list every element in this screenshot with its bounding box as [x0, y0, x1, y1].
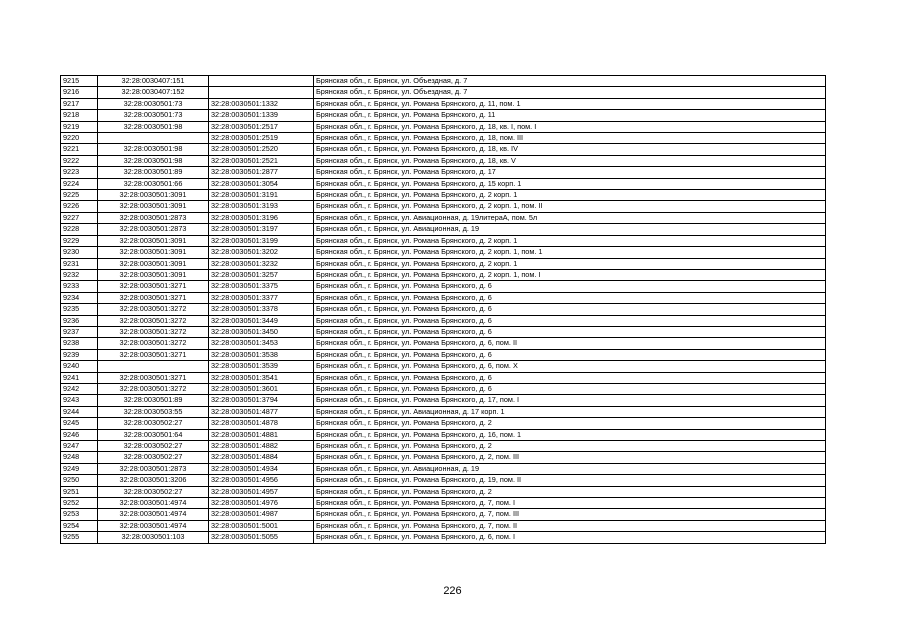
cadastral-number-cell: 32:28:0030501:3091	[98, 235, 209, 246]
row-number-cell: 9247	[61, 441, 98, 452]
address-cell: Брянская обл., г. Брянск, ул. Романа Брянского, д. 2 корп. 1, пом. II	[314, 201, 826, 212]
cadastral-number-cell: 32:28:0030501:98	[98, 144, 209, 155]
address-cell: Брянская обл., г. Брянск, ул. Романа Брянского, д. 7, пом. I	[314, 498, 826, 509]
cadastral-number-cell: 32:28:0030501:2873	[98, 224, 209, 235]
address-cell: Брянская обл., г. Брянск, ул. Романа Брянского, д. 17	[314, 167, 826, 178]
cadastral-number-cell: 32:28:0030501:73	[98, 98, 209, 109]
row-number-cell: 9220	[61, 133, 98, 144]
row-number-cell: 9246	[61, 429, 98, 440]
cadastral-number-cell: 32:28:0030501:98	[98, 121, 209, 132]
cadastral-number-cell: 32:28:0030501:2873	[98, 463, 209, 474]
address-cell: Брянская обл., г. Брянск, ул. Романа Брянского, д. 6	[314, 292, 826, 303]
address-cell: Брянская обл., г. Брянск, ул. Романа Брянского, д. 19, пом. II	[314, 475, 826, 486]
table-row	[61, 155, 826, 166]
row-number-cell: 9222	[61, 155, 98, 166]
row-number-cell: 9223	[61, 167, 98, 178]
row-number-cell: 9237	[61, 326, 98, 337]
address-cell: Брянская обл., г. Брянск, ул. Романа Брянского, д. 6, пом. X	[314, 361, 826, 372]
row-number-cell: 9221	[61, 144, 98, 155]
address-cell: Брянская обл., г. Брянск, ул. Авиационная, д. 19	[314, 224, 826, 235]
table-row	[61, 121, 826, 132]
address-cell: Брянская обл., г. Брянск, ул. Романа Брянского, д. 17, пом. I	[314, 395, 826, 406]
cadastral-number-cell: 32:28:0030501:3091	[98, 201, 209, 212]
object-cadastral-number-cell: 32:28:0030501:5001	[209, 520, 314, 531]
row-number-cell: 9233	[61, 281, 98, 292]
cadastral-number-cell: 32:28:0030502:27	[98, 486, 209, 497]
object-cadastral-number-cell: 32:28:0030501:3378	[209, 304, 314, 315]
table-row	[61, 235, 826, 246]
address-cell: Брянская обл., г. Брянск, ул. Авиационная, д. 19литераА, пом. 5л	[314, 212, 826, 223]
row-number-cell: 9228	[61, 224, 98, 235]
address-cell: Брянская обл., г. Брянск, ул. Романа Брянского, д. 6	[314, 281, 826, 292]
table-row	[61, 406, 826, 417]
row-number-cell: 9251	[61, 486, 98, 497]
object-cadastral-number-cell: 32:28:0030501:3794	[209, 395, 314, 406]
row-number-cell: 9215	[61, 76, 98, 87]
table-row	[61, 315, 826, 326]
row-number-cell: 9227	[61, 212, 98, 223]
row-number-cell: 9249	[61, 463, 98, 474]
row-number-cell: 9234	[61, 292, 98, 303]
cadastral-number-cell: 32:28:0030501:73	[98, 110, 209, 121]
table-row	[61, 452, 826, 463]
registry-table-body	[61, 76, 826, 544]
object-cadastral-number-cell: 32:28:0030501:5055	[209, 532, 314, 543]
table-row	[61, 441, 826, 452]
object-cadastral-number-cell: 32:28:0030501:2517	[209, 121, 314, 132]
cadastral-number-cell	[98, 361, 209, 372]
table-row	[61, 292, 826, 303]
address-cell: Брянская обл., г. Брянск, ул. Романа Брянского, д. 6	[314, 326, 826, 337]
cadastral-number-cell: 32:28:0030501:3271	[98, 349, 209, 360]
cadastral-number-cell	[98, 133, 209, 144]
object-cadastral-number-cell: 32:28:0030501:3199	[209, 235, 314, 246]
table-row	[61, 110, 826, 121]
row-number-cell: 9231	[61, 258, 98, 269]
cadastral-number-cell: 32:28:0030501:4974	[98, 498, 209, 509]
object-cadastral-number-cell: 32:28:0030501:2520	[209, 144, 314, 155]
table-row	[61, 372, 826, 383]
address-cell: Брянская обл., г. Брянск, ул. Романа Брянского, д. 18, кв. I, пом. I	[314, 121, 826, 132]
table-row	[61, 326, 826, 337]
object-cadastral-number-cell: 32:28:0030501:1332	[209, 98, 314, 109]
cadastral-number-cell: 32:28:0030501:3091	[98, 190, 209, 201]
address-cell: Брянская обл., г. Брянск, ул. Романа Брянского, д. 18, кв. IV	[314, 144, 826, 155]
address-cell: Брянская обл., г. Брянск, ул. Романа Брянского, д. 18, кв. V	[314, 155, 826, 166]
table-row	[61, 201, 826, 212]
address-cell: Брянская обл., г. Брянск, ул. Романа Брянского, д. 2 корп. 1	[314, 258, 826, 269]
object-cadastral-number-cell: 32:28:0030501:3449	[209, 315, 314, 326]
cadastral-number-cell: 32:28:0030501:4974	[98, 509, 209, 520]
row-number-cell: 9230	[61, 247, 98, 258]
address-cell: Брянская обл., г. Брянск, ул. Романа Брянского, д. 11, пом. 1	[314, 98, 826, 109]
object-cadastral-number-cell: 32:28:0030501:3054	[209, 178, 314, 189]
table-row	[61, 486, 826, 497]
address-cell: Брянская обл., г. Брянск, ул. Романа Брянского, д. 6, пом. I	[314, 532, 826, 543]
row-number-cell: 9253	[61, 509, 98, 520]
row-number-cell: 9242	[61, 383, 98, 394]
object-cadastral-number-cell: 32:28:0030501:4957	[209, 486, 314, 497]
row-number-cell: 9235	[61, 304, 98, 315]
address-cell: Брянская обл., г. Брянск, ул. Романа Брянского, д. 2	[314, 486, 826, 497]
table-row	[61, 304, 826, 315]
object-cadastral-number-cell: 32:28:0030501:4881	[209, 429, 314, 440]
address-cell: Брянская обл., г. Брянск, ул. Романа Брянского, д. 6, пом. II	[314, 338, 826, 349]
cadastral-number-cell: 32:28:0030501:3272	[98, 383, 209, 394]
table-row	[61, 475, 826, 486]
object-cadastral-number-cell: 32:28:0030501:3601	[209, 383, 314, 394]
table-row	[61, 98, 826, 109]
object-cadastral-number-cell: 32:28:0030501:3377	[209, 292, 314, 303]
table-row	[61, 76, 826, 87]
address-cell: Брянская обл., г. Брянск, ул. Романа Брянского, д. 2	[314, 441, 826, 452]
table-row	[61, 133, 826, 144]
table-row	[61, 258, 826, 269]
row-number-cell: 9219	[61, 121, 98, 132]
address-cell: Брянская обл., г. Брянск, ул. Объездная, д. 7	[314, 87, 826, 98]
table-row	[61, 281, 826, 292]
address-cell: Брянская обл., г. Брянск, ул. Романа Брянского, д. 6	[314, 304, 826, 315]
object-cadastral-number-cell: 32:28:0030501:3541	[209, 372, 314, 383]
object-cadastral-number-cell: 32:28:0030501:4934	[209, 463, 314, 474]
table-row	[61, 418, 826, 429]
object-cadastral-number-cell: 32:28:0030501:4987	[209, 509, 314, 520]
row-number-cell: 9238	[61, 338, 98, 349]
object-cadastral-number-cell	[209, 76, 314, 87]
object-cadastral-number-cell: 32:28:0030501:3375	[209, 281, 314, 292]
cadastral-number-cell: 32:28:0030501:3271	[98, 292, 209, 303]
table-row	[61, 463, 826, 474]
address-cell: Брянская обл., г. Брянск, ул. Романа Брянского, д. 2 корп. 1	[314, 235, 826, 246]
row-number-cell: 9225	[61, 190, 98, 201]
address-cell: Брянская обл., г. Брянск, ул. Романа Брянского, д. 15 корп. 1	[314, 178, 826, 189]
row-number-cell: 9216	[61, 87, 98, 98]
row-number-cell: 9229	[61, 235, 98, 246]
row-number-cell: 9255	[61, 532, 98, 543]
table-row	[61, 520, 826, 531]
cadastral-number-cell: 32:28:0030407:151	[98, 76, 209, 87]
row-number-cell: 9244	[61, 406, 98, 417]
row-number-cell: 9241	[61, 372, 98, 383]
address-cell: Брянская обл., г. Брянск, ул. Романа Брянского, д. 2	[314, 418, 826, 429]
row-number-cell: 9217	[61, 98, 98, 109]
cadastral-number-cell: 32:28:0030501:3271	[98, 281, 209, 292]
table-row	[61, 87, 826, 98]
row-number-cell: 9243	[61, 395, 98, 406]
table-row	[61, 361, 826, 372]
cadastral-number-cell: 32:28:0030501:3206	[98, 475, 209, 486]
cadastral-number-cell: 32:28:0030501:98	[98, 155, 209, 166]
cadastral-number-cell: 32:28:0030501:89	[98, 167, 209, 178]
address-cell: Брянская обл., г. Брянск, ул. Романа Брянского, д. 2 корп. 1, пом. I	[314, 269, 826, 280]
object-cadastral-number-cell: 32:28:0030501:4877	[209, 406, 314, 417]
row-number-cell: 9252	[61, 498, 98, 509]
object-cadastral-number-cell: 32:28:0030501:3193	[209, 201, 314, 212]
row-number-cell: 9218	[61, 110, 98, 121]
cadastral-number-cell: 32:28:0030502:27	[98, 441, 209, 452]
cadastral-number-cell: 32:28:0030501:3091	[98, 269, 209, 280]
address-cell: Брянская обл., г. Брянск, ул. Авиационная, д. 19	[314, 463, 826, 474]
cadastral-number-cell: 32:28:0030502:27	[98, 452, 209, 463]
object-cadastral-number-cell: 32:28:0030501:3453	[209, 338, 314, 349]
object-cadastral-number-cell: 32:28:0030501:3191	[209, 190, 314, 201]
address-cell: Брянская обл., г. Брянск, ул. Романа Брянского, д. 6	[314, 383, 826, 394]
object-cadastral-number-cell: 32:28:0030501:3257	[209, 269, 314, 280]
object-cadastral-number-cell: 32:28:0030501:3450	[209, 326, 314, 337]
address-cell: Брянская обл., г. Брянск, ул. Романа Брянского, д. 2 корп. 1, пом. 1	[314, 247, 826, 258]
object-cadastral-number-cell: 32:28:0030501:2877	[209, 167, 314, 178]
object-cadastral-number-cell: 32:28:0030501:3196	[209, 212, 314, 223]
cadastral-number-cell: 32:28:0030501:3272	[98, 338, 209, 349]
address-cell: Брянская обл., г. Брянск, ул. Романа Брянского, д. 6	[314, 349, 826, 360]
cadastral-number-cell: 32:28:0030503:55	[98, 406, 209, 417]
object-cadastral-number-cell: 32:28:0030501:1339	[209, 110, 314, 121]
object-cadastral-number-cell: 32:28:0030501:2521	[209, 155, 314, 166]
row-number-cell: 9232	[61, 269, 98, 280]
cadastral-number-cell: 32:28:0030501:3091	[98, 247, 209, 258]
cadastral-number-cell: 32:28:0030501:64	[98, 429, 209, 440]
cadastral-number-cell: 32:28:0030501:66	[98, 178, 209, 189]
address-cell: Брянская обл., г. Брянск, ул. Романа Брянского, д. 7, пом. II	[314, 520, 826, 531]
object-cadastral-number-cell: 32:28:0030501:2519	[209, 133, 314, 144]
page-number: 226	[443, 585, 462, 597]
row-number-cell: 9254	[61, 520, 98, 531]
row-number-cell: 9248	[61, 452, 98, 463]
address-cell: Брянская обл., г. Брянск, ул. Романа Брянского, д. 16, пом. 1	[314, 429, 826, 440]
cadastral-number-cell: 32:28:0030501:3272	[98, 326, 209, 337]
row-number-cell: 9250	[61, 475, 98, 486]
row-number-cell: 9224	[61, 178, 98, 189]
table-row	[61, 429, 826, 440]
cadastral-number-cell: 32:28:0030501:4974	[98, 520, 209, 531]
row-number-cell: 9239	[61, 349, 98, 360]
cadastral-number-cell: 32:28:0030501:103	[98, 532, 209, 543]
cadastral-number-cell: 32:28:0030501:89	[98, 395, 209, 406]
table-row	[61, 167, 826, 178]
table-row	[61, 349, 826, 360]
address-cell: Брянская обл., г. Брянск, ул. Авиационная, д. 17 корп. 1	[314, 406, 826, 417]
row-number-cell: 9226	[61, 201, 98, 212]
address-cell: Брянская обл., г. Брянск, ул. Романа Брянского, д. 2, пом. III	[314, 452, 826, 463]
table-row	[61, 269, 826, 280]
table-row	[61, 224, 826, 235]
row-number-cell: 9245	[61, 418, 98, 429]
cadastral-number-cell: 32:28:0030501:3271	[98, 372, 209, 383]
address-cell: Брянская обл., г. Брянск, ул. Романа Брянского, д. 11	[314, 110, 826, 121]
cadastral-number-cell: 32:28:0030407:152	[98, 87, 209, 98]
address-cell: Брянская обл., г. Брянск, ул. Романа Брянского, д. 18, пом. III	[314, 133, 826, 144]
object-cadastral-number-cell: 32:28:0030501:4884	[209, 452, 314, 463]
address-cell: Брянская обл., г. Брянск, ул. Романа Брянского, д. 2 корп. 1	[314, 190, 826, 201]
address-cell: Брянская обл., г. Брянск, ул. Романа Брянского, д. 6	[314, 372, 826, 383]
address-cell: Брянская обл., г. Брянск, ул. Романа Брянского, д. 7, пом. III	[314, 509, 826, 520]
cadastral-number-cell: 32:28:0030501:3272	[98, 304, 209, 315]
cadastral-number-cell: 32:28:0030501:3091	[98, 258, 209, 269]
table-row	[61, 338, 826, 349]
row-number-cell: 9236	[61, 315, 98, 326]
object-cadastral-number-cell: 32:28:0030501:4878	[209, 418, 314, 429]
table-row	[61, 247, 826, 258]
cadastral-number-cell: 32:28:0030502:27	[98, 418, 209, 429]
object-cadastral-number-cell: 32:28:0030501:3232	[209, 258, 314, 269]
object-cadastral-number-cell	[209, 87, 314, 98]
row-number-cell: 9240	[61, 361, 98, 372]
object-cadastral-number-cell: 32:28:0030501:4882	[209, 441, 314, 452]
table-row	[61, 509, 826, 520]
object-cadastral-number-cell: 32:28:0030501:3197	[209, 224, 314, 235]
object-cadastral-number-cell: 32:28:0030501:3538	[209, 349, 314, 360]
table-row	[61, 395, 826, 406]
object-cadastral-number-cell: 32:28:0030501:4956	[209, 475, 314, 486]
object-cadastral-number-cell: 32:28:0030501:3202	[209, 247, 314, 258]
table-row	[61, 212, 826, 223]
table-row	[61, 532, 826, 543]
object-cadastral-number-cell: 32:28:0030501:4976	[209, 498, 314, 509]
table-row	[61, 144, 826, 155]
address-cell: Брянская обл., г. Брянск, ул. Романа Брянского, д. 6	[314, 315, 826, 326]
table-row	[61, 178, 826, 189]
address-cell: Брянская обл., г. Брянск, ул. Объездная, д. 7	[314, 76, 826, 87]
table-row	[61, 190, 826, 201]
cadastral-number-cell: 32:28:0030501:2873	[98, 212, 209, 223]
registry-table	[60, 75, 826, 544]
cadastral-number-cell: 32:28:0030501:3272	[98, 315, 209, 326]
table-row	[61, 498, 826, 509]
table-row	[61, 383, 826, 394]
object-cadastral-number-cell: 32:28:0030501:3539	[209, 361, 314, 372]
